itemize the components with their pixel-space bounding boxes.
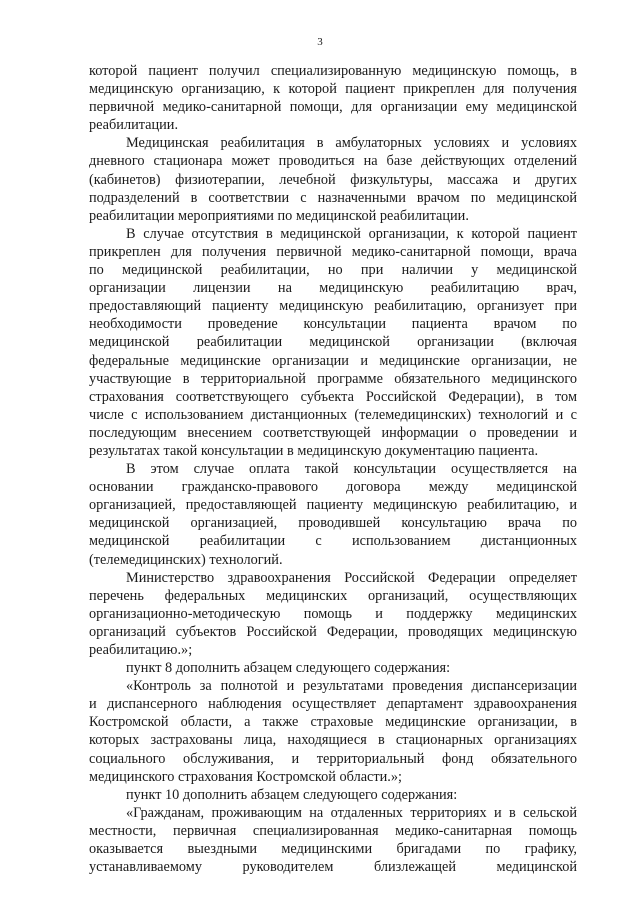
text-line: перечень федеральных медицинских организаций, осуществляющих <box>89 587 577 604</box>
text-line: В этом случае оплата такой консультации осуществляется на <box>126 461 577 478</box>
text-line: медицинской организацией, проводившей консультацию врача по <box>89 515 577 532</box>
text-line: (кабинетов) физиотерапии, лечебной физкультуры, массажа и других <box>89 171 577 188</box>
document-body <box>89 62 577 876</box>
text-line: «Контроль за полнотой и результатами проведения диспансеризации <box>126 678 577 695</box>
text-line: устанавливаемому руководителем близлежащей медицинской <box>89 859 577 876</box>
text-line: медицинской реабилитации медицинской организации (включая <box>89 334 577 351</box>
text-line: медицинскую организацию, к которой пациент прикреплен для получения <box>89 81 577 98</box>
text-line: подразделений в соответствии с назначенными врачом по медицинской <box>89 189 577 206</box>
text-line: организации лицензии на медицинскую реабилитацию врач, <box>89 280 577 297</box>
text-line: дневного стационара может проводиться на базе действующих отделений <box>89 153 577 170</box>
text-line: страхования соответствующего субъекта Российской Федерации), в том <box>89 388 577 405</box>
text-line: медицинской реабилитации с использованием дистанционных <box>89 533 577 550</box>
text-line: прикреплен для получения первичной медико-санитарной помощи, врача <box>89 243 577 260</box>
text-line: которых застрахованы лица, находящиеся в стационарных организациях <box>89 732 577 749</box>
text-line: результатах такой консультации в медицинскую документацию пациента. <box>89 442 539 459</box>
text-line: оказывается выездными медицинскими бригадами по графику, <box>89 841 577 858</box>
text-line: участвующие в территориальной программе обязательного медицинского <box>89 370 577 387</box>
text-line: реабилитации. <box>89 117 179 134</box>
text-line: последующим внесением соответствующей информации о проведении и <box>89 424 577 441</box>
text-line: которой пациент получил специализированную медицинскую помощь, в <box>89 63 577 79</box>
text-line: основании гражданско-правового договора между медицинской <box>89 479 577 496</box>
text-line: местности, первичная специализированная медико-санитарная помощь <box>89 822 577 839</box>
text-line: первичной медико-санитарной помощи, для организации ему медицинской <box>89 99 577 116</box>
text-line: пункт 8 дополнить абзацем следующего содержания: <box>126 660 451 677</box>
text-line: «Гражданам, проживающим на отдаленных территориях и в сельской <box>126 804 577 821</box>
text-line: и диспансерного наблюдения осуществляет департамент здравоохранения <box>89 696 577 713</box>
text-line: организацией, предоставляющей пациенту медицинскую реабилитацию, и <box>89 497 577 514</box>
text-line: Медицинская реабилитация в амбулаторных условиях и условиях <box>126 135 577 152</box>
text-line: федеральные медицинские организации и медицинские организации, не <box>89 352 577 369</box>
page-number: 3 <box>317 36 323 48</box>
text-line: пункт 10 дополнить абзацем следующего содержания: <box>126 786 458 803</box>
text-line: необходимости проведение консультации пациента врачом по <box>89 316 577 333</box>
text-line: предоставляющий пациенту медицинскую реабилитацию, организует при <box>89 298 577 315</box>
text-line: В случае отсутствия в медицинской организации, к которой пациент <box>126 225 577 242</box>
text-line: социального обслуживания, и территориальный фонд обязательного <box>89 750 577 767</box>
text-line: по медицинской реабилитации, но при наличии у медицинской <box>89 262 577 279</box>
text-line: Костромской области, а также страховые медицинские организации, в <box>89 714 577 731</box>
text-line: (телемедицинских) технологий. <box>89 551 283 568</box>
text-line: медицинского страхования Костромской области.»; <box>89 768 402 785</box>
text-line: Министерство здравоохранения Российской Федерации определяет <box>126 569 577 586</box>
text-line: реабилитации мероприятиями по медицинской реабилитации. <box>89 207 469 224</box>
text-line: организационно-методическую помощь и поддержку медицинских <box>89 605 577 622</box>
text-line: организаций субъектов Российской Федерации, проводящих медицинскую <box>89 623 577 640</box>
text-line: числе с использованием дистанционных (телемедицинских) технологий и с <box>89 406 577 423</box>
text-line: реабилитацию.»; <box>89 642 193 658</box>
